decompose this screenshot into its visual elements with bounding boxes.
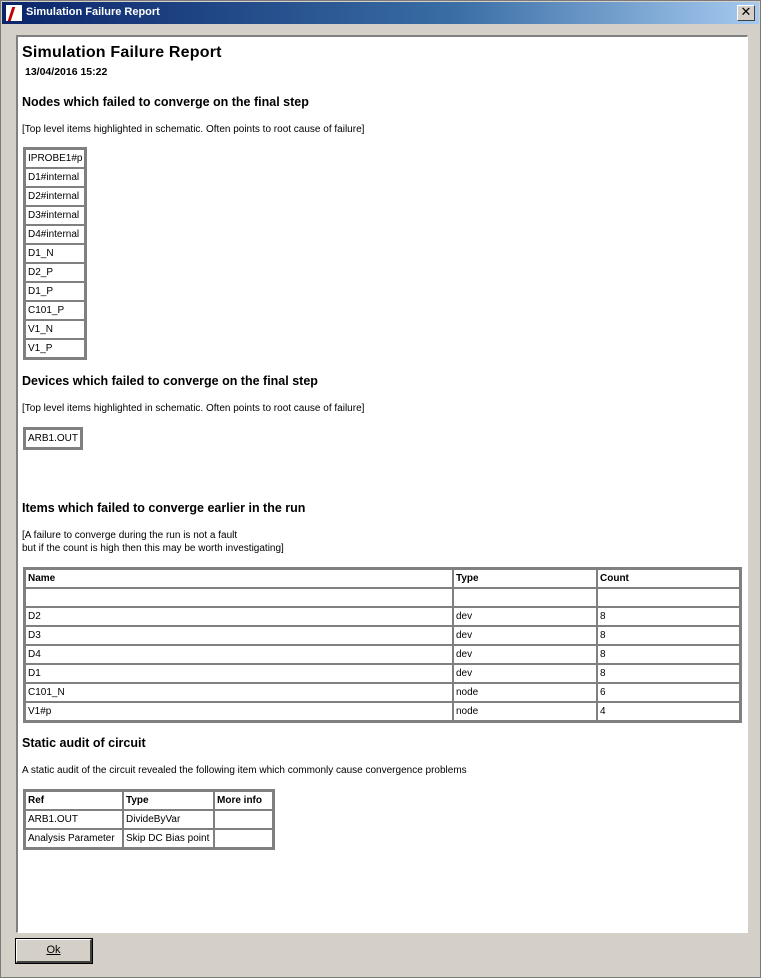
- table-row[interactable]: [25, 588, 740, 607]
- table-cell: dev: [453, 626, 597, 645]
- table-row[interactable]: [25, 626, 740, 645]
- table-cell: DivideByVar: [123, 810, 214, 829]
- node-row[interactable]: [25, 244, 85, 263]
- earlier-note-line2: but if the count is high then this may be worth investigating]: [22, 543, 284, 554]
- table-row[interactable]: [25, 702, 740, 721]
- device-row-cell: ARB1.OUT: [25, 429, 81, 448]
- audit-note: A static audit of the circuit revealed the following item which commonly cause convergence problems: [22, 765, 467, 776]
- table-cell: D4: [25, 645, 453, 664]
- node-row-cell: D2_P: [25, 263, 85, 282]
- audit-row[interactable]: [25, 810, 273, 829]
- table-cell: D3: [25, 626, 453, 645]
- report-title: Simulation Failure Report: [22, 44, 222, 61]
- table-row[interactable]: [25, 683, 740, 702]
- report-date: 13/04/2016 15:22: [25, 66, 108, 78]
- column-header: Count: [597, 569, 740, 588]
- table-row[interactable]: [25, 664, 740, 683]
- table-cell: 8: [597, 645, 740, 664]
- node-row-cell: V1_P: [25, 339, 85, 358]
- table-cell: 8: [597, 607, 740, 626]
- nodes-table: [23, 147, 87, 360]
- node-row-cell: IPROBE1#p: [25, 149, 85, 168]
- report-document[interactable]: [16, 35, 748, 933]
- devices-heading: Devices which failed to converge on the final step: [22, 374, 318, 388]
- audit-table: [23, 789, 275, 850]
- table-cell: 8: [597, 664, 740, 683]
- devices-note: [Top level items highlighted in schematic. Often points to root cause of failure]: [22, 403, 365, 414]
- table-cell: node: [453, 702, 597, 721]
- node-row[interactable]: [25, 149, 85, 168]
- table-cell: dev: [453, 645, 597, 664]
- table-row[interactable]: [25, 607, 740, 626]
- table-cell: D2: [25, 607, 453, 626]
- node-row[interactable]: [25, 225, 85, 244]
- table-cell: C101_N: [25, 683, 453, 702]
- table-cell: 8: [597, 626, 740, 645]
- devices-table: [23, 427, 83, 450]
- header-row: [25, 791, 273, 810]
- node-row[interactable]: [25, 206, 85, 225]
- node-row-cell: D2#internal: [25, 187, 85, 206]
- earlier-heading: Items which failed to converge earlier in the run: [22, 501, 306, 515]
- audit-row[interactable]: [25, 829, 273, 848]
- ok-button[interactable]: [16, 939, 92, 963]
- earlier-table: [23, 567, 742, 723]
- column-header: Type: [123, 791, 214, 810]
- node-row-cell: D1#internal: [25, 168, 85, 187]
- ok-label: Ok: [46, 944, 61, 956]
- nodes-heading: Nodes which failed to converge on the final step: [22, 95, 309, 109]
- table-cell: 4: [597, 702, 740, 721]
- table-cell: dev: [453, 664, 597, 683]
- audit-heading: Static audit of circuit: [22, 736, 146, 750]
- node-row[interactable]: [25, 339, 85, 358]
- table-row[interactable]: [25, 645, 740, 664]
- table-cell: Skip DC Bias point: [123, 829, 214, 848]
- close-button[interactable]: ✕: [737, 5, 755, 21]
- table-cell: [25, 588, 453, 607]
- table-cell: 6: [597, 683, 740, 702]
- column-header: Ref: [25, 791, 123, 810]
- node-row[interactable]: [25, 282, 85, 301]
- node-row-cell: D4#internal: [25, 225, 85, 244]
- node-row-cell: V1_N: [25, 320, 85, 339]
- column-header: More info: [214, 791, 273, 810]
- node-row-cell: D3#internal: [25, 206, 85, 225]
- header-row: [25, 569, 740, 588]
- table-cell: [453, 588, 597, 607]
- earlier-note-line1: [A failure to converge during the run is not a fault: [22, 530, 238, 541]
- node-row-cell: D1_P: [25, 282, 85, 301]
- nodes-note: [Top level items highlighted in schematic. Often points to root cause of failure]: [22, 124, 365, 135]
- table-cell: [214, 810, 273, 829]
- simetrix-app-icon: [6, 5, 22, 21]
- window-title: Simulation Failure Report: [26, 6, 160, 18]
- table-cell: node: [453, 683, 597, 702]
- node-row[interactable]: [25, 301, 85, 320]
- table-cell: D1: [25, 664, 453, 683]
- table-cell: Analysis Parameter: [25, 829, 123, 848]
- column-header: Type: [453, 569, 597, 588]
- table-cell: [597, 588, 740, 607]
- table-cell: V1#p: [25, 702, 453, 721]
- node-row[interactable]: [25, 320, 85, 339]
- table-cell: dev: [453, 607, 597, 626]
- table-cell: [214, 829, 273, 848]
- node-row[interactable]: [25, 263, 85, 282]
- title-bar[interactable]: [2, 2, 759, 24]
- node-row-cell: C101_P: [25, 301, 85, 320]
- node-row-cell: D1_N: [25, 244, 85, 263]
- node-row[interactable]: [25, 187, 85, 206]
- node-row[interactable]: [25, 168, 85, 187]
- device-row[interactable]: [25, 429, 81, 448]
- table-cell: ARB1.OUT: [25, 810, 123, 829]
- column-header: Name: [25, 569, 453, 588]
